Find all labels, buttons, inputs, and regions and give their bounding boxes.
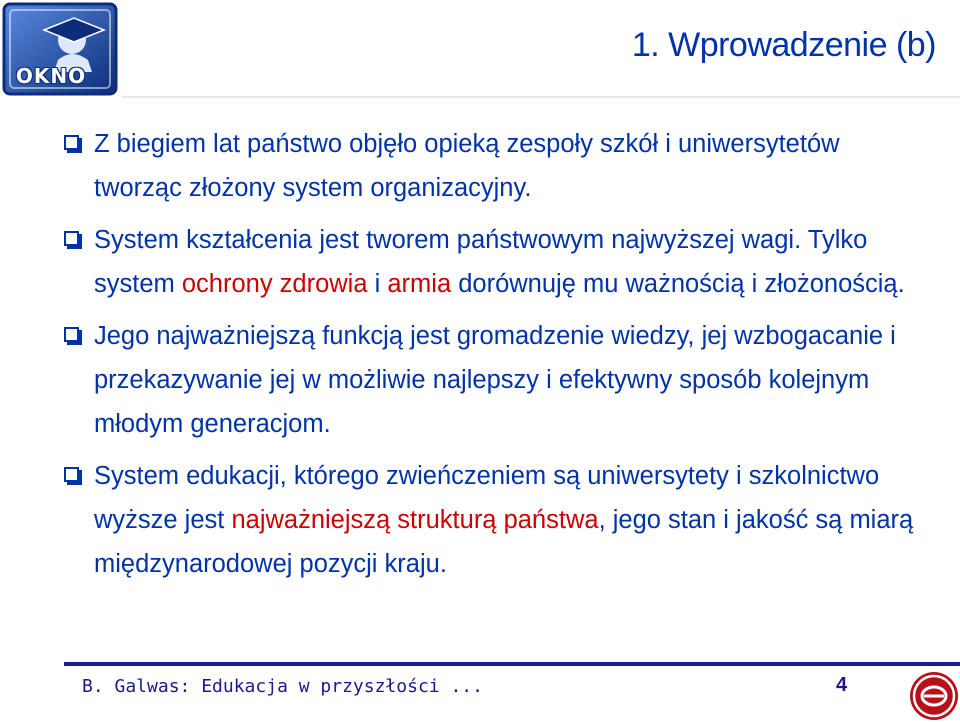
bullet-text: System kształcenia jest tworem państwowym najwyższej wagi. Tylko system [94,226,868,298]
footer-divider [64,662,960,666]
bullet-text: Z biegiem lat państwo objęło opieką zespoły szkół i uniwersytetów tworząc złożony system organizacyjny. [94,130,840,202]
page-number: 4 [836,674,848,696]
okno-logo [0,0,120,98]
checkbox-bullet-icon [64,467,79,482]
bullet-text: System edukacji, którego zwieńczeniem są uniwersytety i szkolnictwo wyższe jest [94,462,880,534]
bullet-text: Jego najważniejszą funkcją jest gromadzenie wiedzy, jej wzbogacanie i przekazywanie jej w możliwie najlepszy i efektywny sposób kolejnym młodym generacjom. [94,322,896,438]
bullet-text: , jego stan i jakość są miarą międzynarodowej pozycji kraju. [94,506,914,578]
highlight-text: armia [387,270,452,298]
highlight-text: najważniejszą strukturą państwa [231,506,599,534]
bullet-item [64,122,924,210]
logo-text: OKNO [15,64,87,88]
bullet-item [64,218,924,306]
bullet-text: dorównuję mu ważnością i złożonością. [451,270,905,298]
checkbox-bullet-icon [64,327,79,342]
footer-author: B. Galwas: Edukacja w przyszłości ... [82,676,483,697]
checkbox-bullet-icon [64,231,79,246]
slide-title: 1. Wprowadzenie (b) [631,26,936,64]
checkbox-bullet-icon [64,135,79,150]
bullet-item [64,314,924,446]
bullet-text: i [367,270,388,298]
title-divider [122,96,960,98]
emblem-logo-icon [900,662,960,720]
bullet-list [64,122,924,586]
bullet-item [64,454,924,586]
highlight-text: ochrony zdrowia [181,270,368,298]
